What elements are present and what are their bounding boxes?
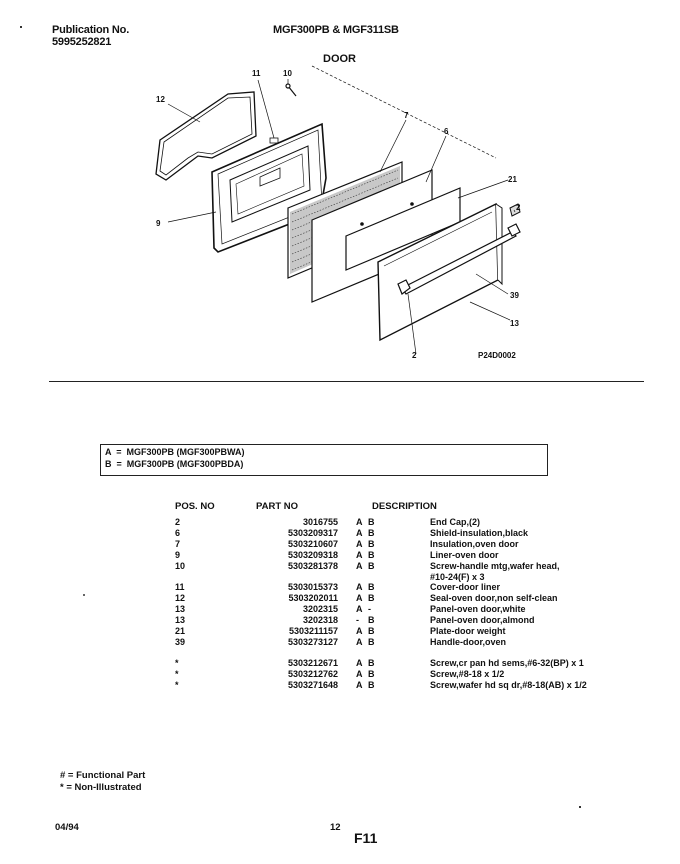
pos-cell: 13 <box>175 615 186 626</box>
header-pos-no: POS. NO <box>175 501 215 512</box>
parts-table-body <box>150 517 660 691</box>
part-number-cell: 5303271648 <box>287 679 338 690</box>
model-numbers: MGF300PB & MGF311SB <box>273 24 399 36</box>
description-cell: Screw,#8-18 x 1/2 <box>430 668 505 679</box>
model-b-flag: B <box>368 657 375 668</box>
table-row <box>150 550 660 561</box>
model-applicability-cell <box>338 680 416 691</box>
table-row <box>150 572 660 583</box>
description-cell: Screw,wafer hd sq dr,#8-18(AB) x 1/2 <box>430 679 587 690</box>
note-non-illustrated: * = Non-Illustrated <box>60 782 142 793</box>
description-cell: Plate-door weight <box>430 626 506 637</box>
table-row <box>150 582 660 593</box>
pos-cell: 39 <box>175 636 186 647</box>
table-row <box>150 561 660 572</box>
pos-cell: * <box>175 679 179 690</box>
part-number-cell: 3016755 <box>302 517 338 527</box>
model-a-flag: A <box>356 679 363 690</box>
pos-cell: 6 <box>175 527 181 538</box>
model-a-flag: - <box>356 615 359 626</box>
page-code: F11 <box>354 830 378 846</box>
callout-6: 6 <box>444 127 449 136</box>
model-a-flag: A <box>356 538 363 549</box>
callout-9: 9 <box>156 219 161 228</box>
parts-table <box>150 517 660 691</box>
model-a-flag: A <box>356 657 363 668</box>
page-number: 12 <box>330 822 341 833</box>
spacer-cell <box>150 648 660 658</box>
part-number-cell: 3202315 <box>302 604 338 615</box>
model-applicability-cell <box>338 561 416 572</box>
part-number-cell <box>248 572 338 583</box>
model-b-flag: B <box>368 527 375 538</box>
callout-2-handle: 2 <box>412 351 417 360</box>
model-b-flag: B <box>368 538 375 549</box>
scan-speck <box>579 806 581 808</box>
publication-number: 5995252821 <box>52 36 112 48</box>
model-applicability-cell <box>338 528 416 539</box>
description-cell: Panel-oven door,almond <box>430 615 535 626</box>
model-applicability-cell <box>338 669 416 680</box>
model-applicability-cell <box>338 637 416 648</box>
model-b-flag: B <box>368 560 375 571</box>
section-divider <box>49 381 644 382</box>
model-applicability-cell <box>338 626 416 637</box>
callout-10: 10 <box>283 69 292 78</box>
pos-cell: 13 <box>175 604 186 615</box>
scan-speck <box>20 26 22 28</box>
pos-cell: 7 <box>175 538 181 549</box>
model-applicability-cell <box>338 615 416 626</box>
door-exploded-diagram <box>140 62 540 362</box>
legend-code: B <box>105 459 112 469</box>
table-row <box>150 604 660 615</box>
description-cell: Handle-door,oven <box>430 636 507 647</box>
table-row <box>150 615 660 626</box>
callout-2-end-cap: 2 <box>516 203 521 212</box>
pos-cell: 12 <box>175 593 186 604</box>
description-cell: Liner-oven door <box>430 549 499 560</box>
pos-cell: 10 <box>175 560 186 571</box>
table-row <box>150 528 660 539</box>
table-row <box>150 593 660 604</box>
table-row <box>150 669 660 680</box>
publication-label: Publication No. <box>52 24 130 36</box>
header-part-no: PART NO <box>256 501 299 512</box>
part-number-cell: 5303212762 <box>287 668 338 679</box>
header-description: DESCRIPTION <box>372 501 437 512</box>
description-cell: Shield-insulation,black <box>430 527 529 538</box>
footer-date: 04/94 <box>55 822 79 833</box>
table-row <box>150 637 660 648</box>
model-b-flag: B <box>368 593 375 604</box>
model-applicability-cell <box>338 604 416 615</box>
callout-7: 7 <box>404 111 409 120</box>
callout-13: 13 <box>510 319 519 328</box>
table-row <box>150 626 660 637</box>
pos-cell: 11 <box>175 582 185 593</box>
figure-code: P24D0002 <box>478 351 516 360</box>
model-a-flag: A <box>356 582 363 593</box>
description-cell: Panel-oven door,white <box>430 604 526 615</box>
table-spacer-row <box>150 648 660 658</box>
callout-21: 21 <box>508 175 517 184</box>
pos-cell: 21 <box>175 626 186 637</box>
legend-text: MGF300PB (MGF300PBDA) <box>126 459 244 469</box>
pos-cell: 2 <box>175 517 181 527</box>
part-number-cell: 5303211157 <box>288 626 338 637</box>
legend-code: A <box>105 447 112 457</box>
model-applicability-cell <box>338 593 416 604</box>
model-applicability-cell <box>338 517 416 528</box>
legend-equals: = <box>114 459 125 469</box>
model-a-flag: A <box>356 549 363 560</box>
part-number-cell: 5303209318 <box>287 549 338 560</box>
description-cell: Screw-handle mtg,wafer head, <box>430 560 560 571</box>
legend-equals: = <box>113 447 124 457</box>
part-number-cell: 5303210607 <box>287 538 338 549</box>
model-applicability-cell <box>338 582 416 593</box>
callout-39: 39 <box>510 291 519 300</box>
model-b-flag: - <box>368 604 371 615</box>
model-b-flag: B <box>368 615 375 626</box>
model-applicability-cell <box>338 658 416 669</box>
pos-cell: * <box>175 657 179 668</box>
part-number-cell: 5303015373 <box>287 582 338 593</box>
legend-text: MGF300PB (MGF300PBWA) <box>126 447 245 457</box>
description-cell: Seal-oven door,non self-clean <box>430 593 558 604</box>
description-cell: End Cap,(2) <box>430 517 481 527</box>
section-title: DOOR <box>323 53 356 65</box>
description-cell: Cover-door liner <box>430 582 501 593</box>
part-number-cell: 3202318 <box>302 615 338 626</box>
model-b-flag: B <box>368 549 375 560</box>
model-a-flag: A <box>356 668 363 679</box>
table-row <box>150 517 660 528</box>
model-a-flag: A <box>356 593 363 604</box>
model-b-flag: B <box>368 582 375 593</box>
description-cell: #10-24(F) x 3 <box>430 571 485 582</box>
part-number-cell: 5303281378 <box>287 560 338 571</box>
model-applicability-cell <box>338 539 416 550</box>
model-a-flag: A <box>356 560 363 571</box>
part-number-cell: 5303202011 <box>288 593 338 604</box>
model-a-flag: A <box>356 604 363 615</box>
legend-item-a <box>105 447 245 457</box>
callout-11: 11 <box>252 69 261 78</box>
note-functional-part: # = Functional Part <box>60 770 146 781</box>
model-a-flag: A <box>356 626 363 637</box>
pos-cell: 9 <box>175 549 181 560</box>
model-a-flag: A <box>356 636 363 647</box>
part-number-cell: 5303273127 <box>287 636 338 647</box>
model-applicability-cell <box>338 572 416 583</box>
model-legend <box>100 444 548 476</box>
model-b-flag: B <box>368 668 375 679</box>
callout-12: 12 <box>156 95 165 104</box>
model-b-flag: B <box>368 517 375 527</box>
description-cell: Insulation,oven door <box>430 538 519 549</box>
part-number-cell: 5303209317 <box>287 527 338 538</box>
description-cell: Screw,cr pan hd sems,#6-32(BP) x 1 <box>430 657 584 668</box>
door-seal-drawing <box>156 92 256 180</box>
model-a-flag: A <box>356 517 363 527</box>
model-applicability-cell <box>338 550 416 561</box>
screw-drawing <box>286 84 296 96</box>
model-b-flag: B <box>368 679 375 690</box>
part-number-cell: 5303212671 <box>287 657 338 668</box>
legend-item-b <box>105 459 243 469</box>
pos-cell <box>150 572 248 583</box>
table-row <box>150 658 660 669</box>
pos-cell: * <box>175 668 179 679</box>
model-a-flag: A <box>356 527 363 538</box>
table-row <box>150 539 660 550</box>
scan-speck <box>83 594 85 596</box>
table-row <box>150 680 660 691</box>
model-b-flag: B <box>368 626 375 637</box>
model-b-flag: B <box>368 636 375 647</box>
